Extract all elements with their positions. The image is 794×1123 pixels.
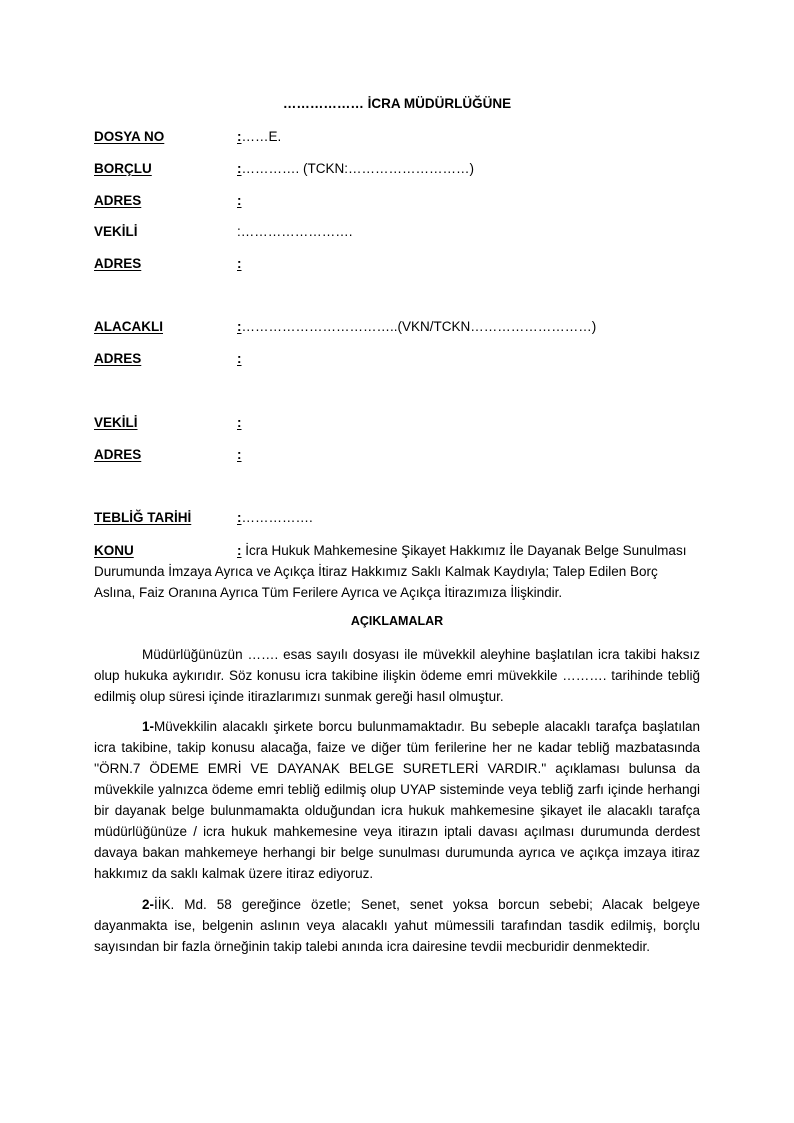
field-value: …………. (TCKN:………………………) xyxy=(241,161,474,176)
intro-paragraph xyxy=(94,644,700,707)
subject-label: KONU xyxy=(94,543,134,558)
item-number: 2- xyxy=(142,897,155,912)
subject-colon: : xyxy=(237,543,242,558)
field-borclu-vekili xyxy=(94,223,353,241)
field-label: VEKİLİ xyxy=(94,415,138,430)
field-colon: : xyxy=(237,351,242,366)
field-colon: : xyxy=(237,161,242,176)
subject-text: İcra Hukuk Mahkemesine Şikayet Hakkımız İle Dayanak Belge Sunulması Durumunda İmzaya Ayrıca ve Açıkça İtiraz Hakkımız Saklı Kalmak Kaydıyla; Talep Edilen Borç Aslına, Faiz Oranına Ayrıca Tüm Ferilere Ayrıca ve Açıkça İtirazımıza İlişkindir. xyxy=(94,543,687,600)
field-value: ……………………………..(VKN/TCKN………………………) xyxy=(241,319,597,334)
document-title: ……………… İCRA MÜDÜRLÜĞÜNE xyxy=(282,96,512,111)
field-alacakli-adres xyxy=(94,350,242,368)
field-borclu-adres xyxy=(94,192,242,210)
field-label: TEBLİĞ TARİHİ xyxy=(94,510,192,525)
field-colon: : xyxy=(237,256,242,271)
intro-text: Müdürlüğünüzün ……. esas sayılı dosyası ile müvekkil aleyhine başlatılan icra takibi haksız olup hukuka aykırıdır. Söz konusu icra takibine ilişkin ödeme emri müvekkile ………. tarihinde tebliğ edilmiş olup süresi içinde itirazlarımızı sunmak gereği hasıl olmuştur. xyxy=(94,647,700,704)
field-value: ……………. xyxy=(241,510,313,525)
field-colon: : xyxy=(237,415,242,430)
field-dosya-no xyxy=(94,128,281,146)
field-colon: : xyxy=(237,319,242,334)
field-label: ALACAKLI xyxy=(94,319,163,334)
field-alacakli-vekil-adres xyxy=(94,446,242,464)
field-value: ……………………. xyxy=(240,224,353,239)
field-alacakli xyxy=(94,318,596,336)
field-colon: : xyxy=(237,447,242,462)
field-label: DOSYA NO xyxy=(94,129,165,144)
field-alacakli-vekili xyxy=(94,414,242,432)
field-label: ADRES xyxy=(94,193,142,208)
field-label: VEKİLİ xyxy=(94,224,138,239)
item-paragraph-1 xyxy=(94,716,700,884)
item-text: İİK. Md. 58 gereğince özetle; Senet, senet yoksa borcun sebebi; Alacak belgeye dayanmakta ise, belgenin aslının veya alacaklı yahut mümessili tarafından tasdik edilmiş, borçlu sayısından bir fazla örneğinin takip talebi anında icra dairesine tevdii mecburidir denmektedir. xyxy=(94,897,700,954)
field-teblig-tarihi xyxy=(94,509,313,527)
field-label: ADRES xyxy=(94,351,142,366)
field-label: ADRES xyxy=(94,447,142,462)
field-colon: : xyxy=(237,510,242,525)
section-title: AÇIKLAMALAR xyxy=(350,614,444,628)
field-colon: : xyxy=(237,193,242,208)
field-vekil-adres xyxy=(94,255,242,273)
item-text: Müvekkilin alacaklı şirkete borcu bulunmamaktadır. Bu sebeple alacaklı tarafça başlatılan icra takibine, takip konusu alacağa, faize ve diğer tüm ferilerine her ne kadar tebliğ mazbatasında ''ÖRN.7 ÖDEME EMRİ VE DAYANAK BELGE SURETLERİ VARDIR.'' açıklaması bulunsa da müvekkile yalnızca ödeme emri tebliğ edilmiş olup UYAP sisteminde veya tebliğ zarfı içinde herhangi bir dayanak belge bulunmamakta olduğundan icra hukuk mahkemesine şikayet ile alacaklı tarafça müdürlüğünüze / icra hukuk mahkemesine veya itirazın iptali davası açılması durumunda derdest davaya bakan mahkemeye herhangi bir belge sunulması durumunda ayrıca ve açıkça imzaya itiraz hakkımız da saklı kalmak üzere itiraz ediyoruz. xyxy=(94,719,700,881)
subject-block xyxy=(94,540,700,603)
field-borclu xyxy=(94,160,474,178)
item-paragraph-2 xyxy=(94,894,700,957)
field-label: ADRES xyxy=(94,256,142,271)
field-value: ……E. xyxy=(241,129,282,144)
field-label: BORÇLU xyxy=(94,161,152,176)
item-number: 1- xyxy=(142,719,155,734)
field-colon: : xyxy=(237,224,241,239)
field-colon: : xyxy=(237,129,242,144)
